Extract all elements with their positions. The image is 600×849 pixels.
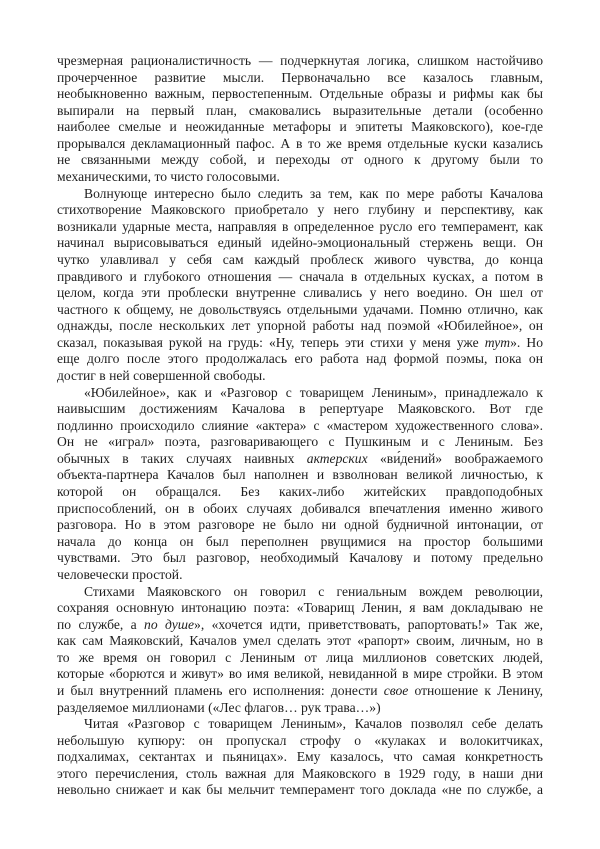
text-segment: правдивого и глубокого отношения — сначала в отдельных кусках, а потом в [57, 268, 543, 284]
text-segment: невольно снижает и как бы мельчит темперамент того доклада «не по службе, а [57, 782, 543, 798]
text-segment: не связанными между собой, и переходы от одного к другому были то [57, 152, 543, 168]
text-segment: наивысшим достижениям Качалова в репертуаре Маяковского. Вот где [57, 401, 543, 417]
text-line [57, 683, 543, 700]
text-line [57, 401, 543, 418]
text-line [57, 119, 543, 136]
text-line [57, 368, 543, 385]
text-segment: которые «борются и живут» во имя великой, невиданной в мире стройки. В этом [57, 666, 543, 682]
text-line [57, 517, 543, 534]
text-segment: «Юбилейное», как и «Разговор с товарищем Лениным», принадлежало к [84, 384, 543, 400]
text-segment: приспособлений, он в обоих случаях добивался впечатления именно живого [57, 500, 543, 516]
text-segment: по службе, а [57, 616, 145, 632]
text-segment: разговора. Но в этом разговоре не было ни одной будничной интонации, от [57, 517, 543, 533]
text-segment: Волнующе интересно было следить за тем, как по мере работы Качалова [84, 185, 543, 201]
text-line [57, 467, 543, 484]
text-line [57, 252, 543, 269]
text-line [57, 53, 543, 70]
text-segment: Он не «играл» поэта, разговаривающего с Пушкиным и с Лениным. Без [57, 434, 543, 450]
text-line [57, 86, 543, 103]
text-segment: ». Но [510, 334, 544, 350]
italic-text: свое [383, 682, 409, 698]
text-line [57, 202, 543, 219]
text-line [57, 451, 543, 468]
text-line [57, 749, 543, 766]
text-segment: возникали ударные места, направляя в определенное русло его темперамент, как [57, 218, 543, 234]
text-segment: как сам Маяковский, Качалов умел сделать этот «рапорт» своим, личным, но в [57, 633, 543, 649]
text-segment: то же время он говорил с Лениным от лица миллионов советских людей, [57, 649, 543, 665]
text-line [57, 235, 543, 252]
text-line [57, 269, 543, 286]
text-line [57, 302, 543, 319]
text-segment: Читая «Разговор с товарищем Лениным», Качалов позволял себе делать [84, 716, 543, 732]
text-line [57, 584, 543, 601]
text-line [57, 434, 543, 451]
text-segment: начинал вырисовываться единый идейно-эмоциональный стержень вещи. Он [57, 235, 543, 251]
text-line [57, 534, 543, 551]
paragraph [57, 186, 543, 385]
text-segment: начала до конца он был переполнен рвущимися на простор большими [57, 533, 543, 549]
text-segment: которой он обращался. Без каких-либо житейских правдоподобных [57, 484, 543, 500]
text-line [57, 484, 543, 501]
text-line [57, 169, 543, 186]
text-segment: сохраняя основную интонацию поэта: «Товарищ Ленин, я вам докладываю не [57, 600, 543, 616]
text-segment: механическими, то чисто голосовыми. [57, 169, 280, 185]
text-segment: объекта-партнера Качалов был наполнен и взволнован великой личностью, к [57, 467, 543, 483]
text-line [57, 716, 543, 733]
text-line [57, 666, 543, 683]
text-line [57, 285, 543, 302]
document-page [57, 53, 543, 799]
text-line [57, 766, 543, 783]
text-segment: разделяемое миллионами («Лес флагов… рук трава…») [57, 699, 381, 715]
text-segment: отношение к Ленину, [408, 682, 543, 698]
text-segment: чувствами. Это был разговор, необходимый Качалову и потому предельно [57, 550, 543, 566]
paragraph [57, 584, 543, 717]
text-segment: сказал, показывая рукой на грудь: «Ну, теперь эти стихи у меня уже [57, 334, 485, 350]
text-segment: и был внутренний пламень его исполнения: донести [57, 682, 384, 698]
text-segment: необыкновенно важным, первостепенным. Отдельные образы и рифмы как бы [57, 86, 543, 102]
text-segment: прочерченное развитие мысли. Первоначально все казалось главным, [57, 69, 543, 85]
text-line [57, 219, 543, 236]
text-segment: целом, когда эти проблески внутренне сливались у него воедино. Он шел от [57, 285, 543, 301]
text-segment: выпирали на первый план, смаковались выразительные детали (особенно [57, 102, 543, 118]
italic-text: актерских [306, 450, 368, 466]
text-line [57, 700, 543, 717]
text-line [57, 617, 543, 634]
text-line [57, 186, 543, 203]
text-line [57, 633, 543, 650]
text-line [57, 318, 543, 335]
text-segment: подлинно происходило слияние «актера» с «мастером художественного слова». [57, 417, 543, 433]
text-line [57, 136, 543, 153]
text-line [57, 103, 543, 120]
text-segment: однажды, после нескольких лет упорной работы над поэмой «Юбилейное», он [57, 318, 543, 334]
italic-text: тут [484, 334, 511, 350]
paragraph [57, 385, 543, 584]
text-segment: стихотворение Маяковского приобретало у него глубину и перспективу, как [57, 202, 543, 218]
text-segment: достиг в ней совершенной свободы. [57, 367, 266, 383]
text-segment: этого перечисления, столь важная для Маяковского в 1929 году, в наши дни [57, 765, 543, 781]
text-line [57, 567, 543, 584]
text-segment: чрезмерная рационалистичность — подчеркнутая логика, слишком настойчиво [57, 53, 543, 68]
text-line [57, 501, 543, 518]
text-segment: небольшую купюру: он пропускал строфу о «кулаках и волокитчиках, [57, 732, 543, 748]
text-segment: чутко улавливал у себя сам каждый проблеск живого чувства, до конца [57, 251, 543, 267]
text-line [57, 733, 543, 750]
text-segment: », «хочется идти, приветствовать, рапортовать!» Так же, [194, 616, 543, 632]
text-line [57, 418, 543, 435]
text-line [57, 152, 543, 169]
text-line [57, 385, 543, 402]
paragraph [57, 53, 543, 186]
text-line [57, 782, 543, 799]
text-segment: «ви́дений» воображаемого [367, 450, 544, 466]
text-line [57, 335, 543, 352]
text-line [57, 600, 543, 617]
text-line [57, 550, 543, 567]
paragraph [57, 716, 543, 799]
text-segment: еще долго после этого продолжалась его работа над формой поэмы, пока он [57, 351, 543, 367]
text-line [57, 70, 543, 87]
text-line [57, 351, 543, 368]
text-segment: Стихами Маяковского он говорил с гениальным вождем революции, [84, 583, 543, 599]
text-segment: наиболее смелые и неожиданные метафоры и эпитеты Маяковского), кое-где [57, 119, 543, 135]
text-segment: подхалимах, сектантах и пьяницах». Ему казалось, что самая конкретность [57, 749, 543, 765]
text-segment: прорывался декламационный пафос. А в то же время отдельные куски казались [57, 135, 543, 151]
italic-text: по душе [144, 616, 195, 632]
text-segment: обычных в таких случаях наивных [57, 450, 307, 466]
text-segment: человечески простой. [57, 566, 183, 582]
text-segment: частного к общему, не довольствуясь отдельными удачами. Помню отлично, как [57, 301, 543, 317]
text-line [57, 650, 543, 667]
